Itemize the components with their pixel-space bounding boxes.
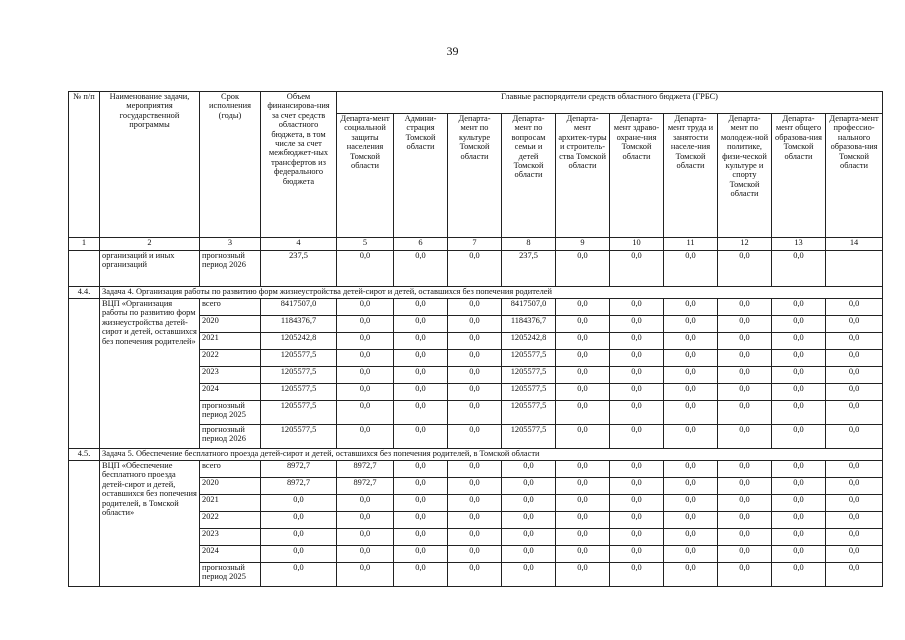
value-cell: 0,0 xyxy=(394,529,448,546)
budget-table xyxy=(68,91,883,587)
header-volume: Объем финансирова-ния за счет средств областного бюджета, в том числе за счет межбюджет-ных трансфертов из федерального бюджета xyxy=(261,92,337,238)
value-cell: 0,0 xyxy=(826,299,883,316)
value-cell: 0,0 xyxy=(664,251,718,287)
value-cell: 0,0 xyxy=(718,316,772,333)
value-cell: 0,0 xyxy=(556,384,610,401)
value-cell: 0,0 xyxy=(337,350,394,367)
value-cell: 0,0 xyxy=(448,546,502,563)
header-department: Админи-страция Томской области xyxy=(394,114,448,238)
value-cell: 0,0 xyxy=(337,251,394,287)
value-cell: 0,0 xyxy=(337,299,394,316)
value-cell: 0,0 xyxy=(556,251,610,287)
value-cell: 0,0 xyxy=(337,495,394,512)
value-cell: 0,0 xyxy=(261,546,337,563)
value-cell: 0,0 xyxy=(394,299,448,316)
value-cell: 0,0 xyxy=(664,384,718,401)
column-number: 9 xyxy=(556,238,610,251)
value-cell: 0,0 xyxy=(664,316,718,333)
value-cell: 0,0 xyxy=(394,251,448,287)
value-cell: 0,0 xyxy=(772,495,826,512)
value-cell: 0,0 xyxy=(826,529,883,546)
value-cell: 8417507,0 xyxy=(502,299,556,316)
value-cell: 0,0 xyxy=(337,316,394,333)
column-number: 8 xyxy=(502,238,556,251)
header-department: Департа-мент здраво-охране-ния Томской области xyxy=(610,114,664,238)
value-cell: 0,0 xyxy=(610,478,664,495)
value-cell: 0,0 xyxy=(502,546,556,563)
value-cell: 0,0 xyxy=(772,401,826,425)
value-cell: 1205577,5 xyxy=(502,425,556,449)
value-cell: 0,0 xyxy=(337,546,394,563)
value-cell: 0,0 xyxy=(610,350,664,367)
value-cell: 0,0 xyxy=(718,333,772,350)
period-cell: всего xyxy=(200,299,261,316)
value-cell: 0,0 xyxy=(337,333,394,350)
value-cell: 0,0 xyxy=(556,367,610,384)
value-cell: 0,0 xyxy=(556,316,610,333)
value-cell: 0,0 xyxy=(664,512,718,529)
value-cell: 0,0 xyxy=(394,316,448,333)
header-department: Департа-мент архитек-туры и строитель-ства Томской области xyxy=(556,114,610,238)
period-cell: 2023 xyxy=(200,367,261,384)
value-cell: 0,0 xyxy=(664,425,718,449)
value-cell: 0,0 xyxy=(448,316,502,333)
value-cell: 0,0 xyxy=(448,478,502,495)
table-row xyxy=(69,251,883,287)
value-cell: 0,0 xyxy=(664,478,718,495)
value-cell: 0,0 xyxy=(826,350,883,367)
value-cell: 0,0 xyxy=(718,495,772,512)
value-cell: 0,0 xyxy=(772,512,826,529)
value-cell: 0,0 xyxy=(502,495,556,512)
task-num: 4.4. xyxy=(69,287,100,299)
value-cell: 0,0 xyxy=(337,425,394,449)
value-cell: 1205577,5 xyxy=(502,401,556,425)
period-cell: прогнозный период 2025 xyxy=(200,401,261,425)
value-cell: 0,0 xyxy=(772,367,826,384)
value-cell: 0,0 xyxy=(394,563,448,587)
value-cell: 0,0 xyxy=(664,333,718,350)
value-cell: 0,0 xyxy=(448,384,502,401)
value-cell: 237,5 xyxy=(261,251,337,287)
value-cell: 8417507,0 xyxy=(261,299,337,316)
value-cell: 1205242,8 xyxy=(261,333,337,350)
period-cell: прогнозный период 2025 xyxy=(200,563,261,587)
value-cell: 0,0 xyxy=(610,461,664,478)
value-cell: 0,0 xyxy=(772,478,826,495)
value-cell: 0,0 xyxy=(556,461,610,478)
value-cell: 1205577,5 xyxy=(261,367,337,384)
value-cell: 0,0 xyxy=(718,425,772,449)
column-number: 11 xyxy=(664,238,718,251)
value-cell: 0,0 xyxy=(448,529,502,546)
column-number: 6 xyxy=(394,238,448,251)
value-cell: 0,0 xyxy=(394,384,448,401)
header-department: Департа-мент по культуре Томской области xyxy=(448,114,502,238)
value-cell: 0,0 xyxy=(826,478,883,495)
task-title: Задача 4. Организация работы по развитию форм жизнеустройства детей-сирот и детей, оставшихся без попечения родителей xyxy=(100,287,883,299)
value-cell: 0,0 xyxy=(718,401,772,425)
value-cell: 0,0 xyxy=(664,350,718,367)
value-cell: 0,0 xyxy=(772,333,826,350)
value-cell: 0,0 xyxy=(556,425,610,449)
value-cell: 0,0 xyxy=(394,495,448,512)
value-cell: 0,0 xyxy=(826,512,883,529)
value-cell: 0,0 xyxy=(394,461,448,478)
column-number: 14 xyxy=(826,238,883,251)
value-cell: 0,0 xyxy=(261,495,337,512)
value-cell: 0,0 xyxy=(826,495,883,512)
period-cell: 2023 xyxy=(200,529,261,546)
value-cell: 0,0 xyxy=(772,384,826,401)
value-cell: 0,0 xyxy=(718,546,772,563)
header-grbs-title: Главные распорядители средств областного бюджета (ГРБС) xyxy=(337,92,883,114)
value-cell: 0,0 xyxy=(394,350,448,367)
value-cell: 1205577,5 xyxy=(261,350,337,367)
value-cell: 0,0 xyxy=(556,299,610,316)
value-cell: 0,0 xyxy=(826,401,883,425)
value-cell: 0,0 xyxy=(610,529,664,546)
value-cell: 0,0 xyxy=(448,299,502,316)
measure-name: организаций и иных организаций xyxy=(100,251,200,287)
header-num: № п/п xyxy=(69,92,100,238)
value-cell: 237,5 xyxy=(502,251,556,287)
value-cell: 1184376,7 xyxy=(261,316,337,333)
value-cell: 0,0 xyxy=(610,425,664,449)
value-cell: 0,0 xyxy=(718,512,772,529)
value-cell: 0,0 xyxy=(556,401,610,425)
value-cell: 0,0 xyxy=(337,367,394,384)
value-cell: 0,0 xyxy=(772,563,826,587)
row-num-empty xyxy=(69,461,100,587)
value-cell: 0,0 xyxy=(664,299,718,316)
value-cell: 0,0 xyxy=(610,563,664,587)
row-num-empty xyxy=(69,299,100,449)
task-header-row xyxy=(69,287,883,299)
header-department: Департа-мент труда и занятости населе-ния Томской области xyxy=(664,114,718,238)
period-cell: 2024 xyxy=(200,384,261,401)
header-department: Департа-мент профессио-нального образова-ния Томской области xyxy=(826,114,883,238)
value-cell: 1205577,5 xyxy=(502,384,556,401)
value-cell: 1205577,5 xyxy=(502,367,556,384)
value-cell: 1205577,5 xyxy=(502,350,556,367)
value-cell: 0,0 xyxy=(394,546,448,563)
period-cell: 2020 xyxy=(200,316,261,333)
value-cell: 1205242,8 xyxy=(502,333,556,350)
value-cell: 0,0 xyxy=(772,425,826,449)
period-cell: 2022 xyxy=(200,350,261,367)
column-number: 5 xyxy=(337,238,394,251)
value-cell: 0,0 xyxy=(826,461,883,478)
header-department: Департа-мент по молодеж-ной политике, физи-ческой культуре и спорту Томской области xyxy=(718,114,772,238)
value-cell: 0,0 xyxy=(556,529,610,546)
value-cell: 0,0 xyxy=(448,350,502,367)
value-cell: 8972,7 xyxy=(261,478,337,495)
value-cell: 0,0 xyxy=(610,546,664,563)
value-cell: 0,0 xyxy=(556,512,610,529)
task-title: Задача 5. Обеспечение бесплатного проезда детей-сирот и детей, оставшихся без попечения родителей, в Томской области xyxy=(100,449,883,461)
value-cell: 0,0 xyxy=(448,495,502,512)
page-number: 39 xyxy=(446,44,459,58)
value-cell: 1205577,5 xyxy=(261,384,337,401)
period-cell: 2022 xyxy=(200,512,261,529)
value-cell: 0,0 xyxy=(448,401,502,425)
value-cell: 0,0 xyxy=(261,563,337,587)
value-cell: 0,0 xyxy=(394,512,448,529)
value-cell: 0,0 xyxy=(502,478,556,495)
column-number: 1 xyxy=(69,238,100,251)
value-cell: 0,0 xyxy=(502,529,556,546)
value-cell: 0,0 xyxy=(448,461,502,478)
header-department: Департа-мент социальной защиты населения Томской области xyxy=(337,114,394,238)
value-cell: 1205577,5 xyxy=(261,425,337,449)
value-cell: 0,0 xyxy=(448,333,502,350)
value-cell: 0,0 xyxy=(826,367,883,384)
column-number: 2 xyxy=(100,238,200,251)
value-cell: 0,0 xyxy=(502,512,556,529)
value-cell: 0,0 xyxy=(718,563,772,587)
value-cell: 8972,7 xyxy=(261,461,337,478)
value-cell: 0,0 xyxy=(718,384,772,401)
value-cell: 0,0 xyxy=(826,384,883,401)
value-cell: 0,0 xyxy=(556,333,610,350)
column-number: 12 xyxy=(718,238,772,251)
task-header-row xyxy=(69,449,883,461)
value-cell: 0,0 xyxy=(664,401,718,425)
value-cell-empty xyxy=(826,251,883,287)
value-cell: 0,0 xyxy=(556,478,610,495)
value-cell: 0,0 xyxy=(718,299,772,316)
period-cell: 2021 xyxy=(200,333,261,350)
task-num: 4.5. xyxy=(69,449,100,461)
value-cell: 0,0 xyxy=(448,563,502,587)
value-cell: 0,0 xyxy=(610,316,664,333)
value-cell: 0,0 xyxy=(772,350,826,367)
value-cell: 0,0 xyxy=(502,563,556,587)
value-cell: 0,0 xyxy=(664,495,718,512)
value-cell: 0,0 xyxy=(556,563,610,587)
value-cell: 8972,7 xyxy=(337,461,394,478)
header-name: Наименование задачи, мероприятия государственной программы xyxy=(100,92,200,238)
row-num-empty xyxy=(69,251,100,287)
value-cell: 8972,7 xyxy=(337,478,394,495)
value-cell: 0,0 xyxy=(826,546,883,563)
column-number: 13 xyxy=(772,238,826,251)
value-cell: 0,0 xyxy=(337,401,394,425)
value-cell: 0,0 xyxy=(772,251,826,287)
value-cell: 0,0 xyxy=(556,495,610,512)
value-cell: 0,0 xyxy=(261,529,337,546)
column-number: 10 xyxy=(610,238,664,251)
value-cell: 0,0 xyxy=(826,333,883,350)
value-cell: 0,0 xyxy=(772,316,826,333)
value-cell: 0,0 xyxy=(610,251,664,287)
value-cell: 0,0 xyxy=(610,512,664,529)
period-cell: прогнозный период 2026 xyxy=(200,251,261,287)
value-cell: 0,0 xyxy=(448,251,502,287)
value-cell: 0,0 xyxy=(664,367,718,384)
value-cell: 0,0 xyxy=(448,425,502,449)
value-cell: 0,0 xyxy=(556,546,610,563)
period-cell: 2024 xyxy=(200,546,261,563)
value-cell: 0,0 xyxy=(337,529,394,546)
value-cell: 0,0 xyxy=(394,367,448,384)
value-cell: 0,0 xyxy=(718,367,772,384)
value-cell: 0,0 xyxy=(664,529,718,546)
value-cell: 0,0 xyxy=(826,316,883,333)
value-cell: 0,0 xyxy=(610,495,664,512)
measure-name: ВЦП «Обеспечение бесплатного проезда детей-сирот и детей, оставшихся без попечения родителей, в Томской области» xyxy=(100,461,200,587)
value-cell: 0,0 xyxy=(610,299,664,316)
period-cell: всего xyxy=(200,461,261,478)
value-cell: 0,0 xyxy=(772,546,826,563)
value-cell: 0,0 xyxy=(718,350,772,367)
value-cell: 0,0 xyxy=(664,461,718,478)
value-cell: 0,0 xyxy=(448,367,502,384)
value-cell: 0,0 xyxy=(664,546,718,563)
value-cell: 0,0 xyxy=(502,461,556,478)
header-department: Департа-мент общего образова-ния Томской области xyxy=(772,114,826,238)
value-cell: 0,0 xyxy=(610,367,664,384)
value-cell: 0,0 xyxy=(556,350,610,367)
period-cell: 2020 xyxy=(200,478,261,495)
value-cell: 0,0 xyxy=(448,512,502,529)
column-number: 4 xyxy=(261,238,337,251)
table-row xyxy=(69,299,883,316)
value-cell: 1184376,7 xyxy=(502,316,556,333)
value-cell: 0,0 xyxy=(610,333,664,350)
header-term: Срок исполнения (годы) xyxy=(200,92,261,238)
value-cell: 0,0 xyxy=(826,563,883,587)
value-cell: 0,0 xyxy=(337,384,394,401)
value-cell: 0,0 xyxy=(718,461,772,478)
value-cell: 0,0 xyxy=(394,401,448,425)
value-cell: 0,0 xyxy=(261,512,337,529)
value-cell: 0,0 xyxy=(394,425,448,449)
value-cell: 0,0 xyxy=(718,529,772,546)
value-cell: 0,0 xyxy=(610,384,664,401)
column-number: 7 xyxy=(448,238,502,251)
value-cell: 0,0 xyxy=(394,478,448,495)
value-cell: 0,0 xyxy=(664,563,718,587)
value-cell: 0,0 xyxy=(718,478,772,495)
value-cell: 0,0 xyxy=(718,251,772,287)
value-cell: 0,0 xyxy=(772,461,826,478)
value-cell: 0,0 xyxy=(772,299,826,316)
value-cell: 0,0 xyxy=(394,333,448,350)
value-cell: 1205577,5 xyxy=(261,401,337,425)
measure-name: ВЦП «Организация работы по развитию форм жизнеустройства детей-сирот и детей, оставшихся без попечения родителей» xyxy=(100,299,200,449)
value-cell: 0,0 xyxy=(337,563,394,587)
value-cell: 0,0 xyxy=(772,529,826,546)
period-cell: 2021 xyxy=(200,495,261,512)
column-number: 3 xyxy=(200,238,261,251)
value-cell: 0,0 xyxy=(337,512,394,529)
table-row xyxy=(69,461,883,478)
value-cell: 0,0 xyxy=(826,425,883,449)
value-cell: 0,0 xyxy=(610,401,664,425)
period-cell: прогнозный период 2026 xyxy=(200,425,261,449)
header-department: Департа-мент по вопросам семьи и детей Томской области xyxy=(502,114,556,238)
